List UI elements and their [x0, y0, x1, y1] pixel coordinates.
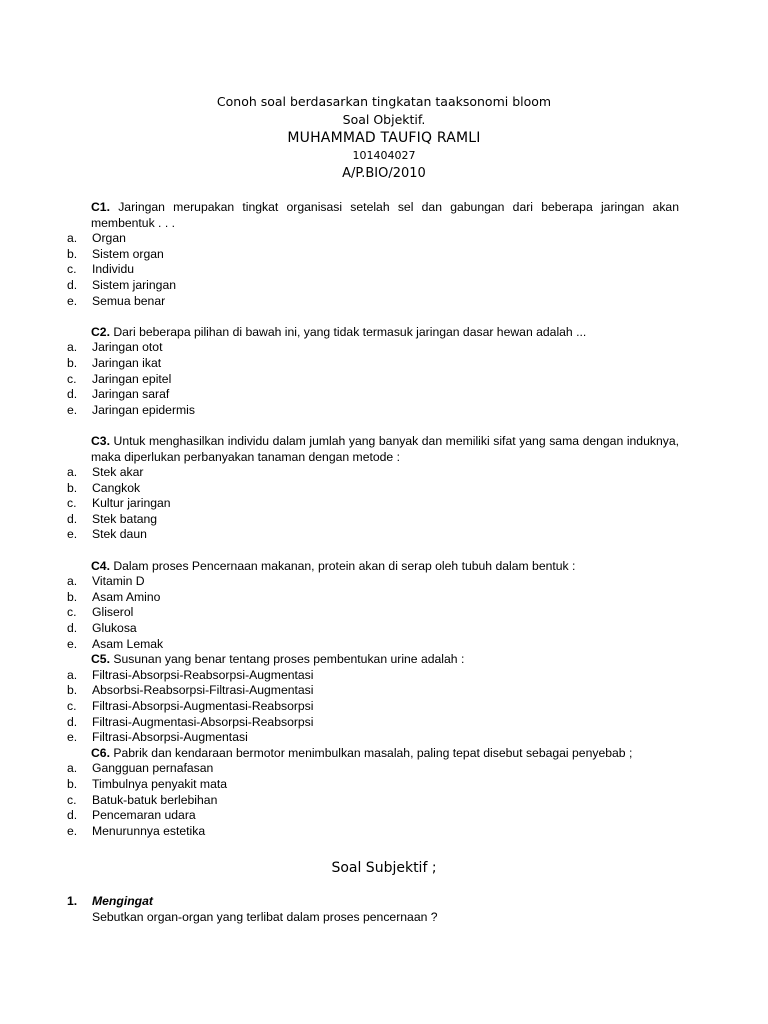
- option-letter: d.: [67, 621, 78, 636]
- option-row: [67, 262, 679, 278]
- option-row: [67, 605, 679, 621]
- question-code: C2.: [91, 324, 110, 339]
- option-text: Asam Amino: [92, 589, 161, 604]
- option-text: Filtrasi-Absorpsi-Augmentasi: [92, 730, 248, 745]
- question-text: Jaringan merupakan tingkat organisasi setelah sel dan gabungan dari beberapa jaringan akan membentuk . . .: [91, 200, 679, 230]
- option-letter: e.: [67, 823, 78, 838]
- option-letter: c.: [67, 371, 77, 386]
- option-letter: e.: [67, 636, 78, 651]
- question-code: C4.: [91, 558, 110, 573]
- option-text: Sistem jaringan: [92, 277, 176, 292]
- option-letter: b.: [67, 355, 78, 370]
- option-row: [67, 777, 679, 793]
- option-row: [67, 403, 679, 419]
- option-text: Jaringan ikat: [92, 355, 162, 370]
- option-letter: e.: [67, 730, 78, 745]
- student-id: 101404027: [352, 149, 416, 162]
- option-text: Cangkok: [92, 480, 141, 495]
- subjective-section-title: Soal Subjektif ;: [331, 860, 437, 876]
- option-text: Gliserol: [92, 605, 134, 620]
- option-letter: e.: [67, 293, 78, 308]
- option-letter: b.: [67, 589, 78, 604]
- option-letter: a.: [67, 231, 78, 246]
- option-row: [67, 683, 679, 699]
- option-row: [67, 278, 679, 294]
- question-c5: [67, 652, 679, 746]
- option-row: [67, 574, 679, 590]
- option-row: [67, 372, 679, 388]
- question-stem: [67, 325, 679, 341]
- option-row: [67, 496, 679, 512]
- option-row: [67, 668, 679, 684]
- option-text: Jaringan saraf: [92, 387, 170, 402]
- option-letter: b.: [67, 683, 78, 698]
- option-row: [67, 621, 679, 637]
- option-row: [67, 356, 679, 372]
- option-text: Jaringan otot: [92, 340, 163, 355]
- option-text: Vitamin D: [92, 574, 145, 589]
- document-header: [0, 93, 768, 183]
- subjective-item-text: Sebutkan organ-organ yang terlibat dalam proses pencernaan ?: [92, 909, 438, 924]
- option-text: Jaringan epidermis: [92, 402, 195, 417]
- option-text: Stek daun: [92, 527, 147, 542]
- option-letter: c.: [67, 496, 77, 511]
- question-stem: [67, 746, 679, 762]
- option-letter: a.: [67, 761, 78, 776]
- question-text: Dalam proses Pencernaan makanan, protein akan di serap oleh tubuh dalam bentuk :: [109, 558, 576, 573]
- question-c4: [67, 559, 679, 653]
- question-c6: [67, 746, 679, 840]
- option-letter: c.: [67, 262, 77, 277]
- option-letter: b.: [67, 246, 78, 261]
- option-row: [67, 637, 679, 653]
- option-letter: d.: [67, 277, 78, 292]
- option-row: [67, 715, 679, 731]
- class-code: A/P.BIO/2010: [342, 166, 426, 181]
- question-text: Susunan yang benar tentang proses pembentukan urine adalah :: [109, 652, 465, 667]
- option-text: Semua benar: [92, 293, 166, 308]
- option-row: [67, 481, 679, 497]
- question-text: Dari beberapa pilihan di bawah ini, yang tidak termasuk jaringan dasar hewan adalah ...: [109, 324, 587, 339]
- option-text: Individu: [92, 262, 135, 277]
- option-letter: a.: [67, 667, 78, 682]
- option-text: Batuk-batuk berlebihan: [92, 792, 218, 807]
- header-title: Conoh soal berdasarkan tingkatan taaksonomi bloom: [216, 94, 552, 109]
- option-text: Organ: [92, 231, 126, 246]
- question-stem: [67, 652, 679, 668]
- option-letter: b.: [67, 776, 78, 791]
- question-stem: [67, 434, 679, 465]
- question-c1: [67, 200, 679, 309]
- option-letter: a.: [67, 340, 78, 355]
- option-letter: a.: [67, 574, 78, 589]
- question-text: Untuk menghasilkan individu dalam jumlah yang banyak dan memiliki sifat yang sama dengan induknya, maka diperlukan perbanyakan tanaman dengan metode :: [91, 433, 679, 464]
- header-subtitle: Soal Objektif.: [342, 112, 426, 127]
- option-row: [67, 699, 679, 715]
- question-text: Pabrik dan kendaraan bermotor menimbulkan masalah, paling tepat disebut sebagai penyebab ;: [109, 745, 633, 760]
- option-letter: c.: [67, 605, 77, 620]
- option-text: Absorbsi-Reabsorpsi-Filtrasi-Augmentasi: [92, 683, 314, 698]
- option-text: Filtrasi-Absorpsi-Augmentasi-Reabsorpsi: [92, 699, 314, 713]
- option-letter: b.: [67, 480, 78, 495]
- option-letter: c.: [67, 792, 77, 807]
- option-text: Stek batang: [92, 511, 158, 526]
- option-row: [67, 808, 679, 824]
- question-c3: [67, 434, 679, 543]
- subjective-item-heading: [67, 894, 679, 910]
- option-text: Timbulnya penyakit mata: [92, 776, 228, 791]
- option-letter: c.: [67, 699, 77, 713]
- option-letter: d.: [67, 714, 78, 729]
- spacer: [67, 309, 679, 325]
- subjective-item-title: Mengingat: [92, 894, 153, 908]
- option-row: [67, 590, 679, 606]
- option-row: [67, 761, 679, 777]
- option-text: Gangguan pernafasan: [92, 761, 214, 776]
- option-row: [67, 231, 679, 247]
- option-letter: d.: [67, 808, 78, 823]
- author-name: MUHAMMAD TAUFIQ RAMLI: [287, 130, 481, 146]
- option-letter: d.: [67, 511, 78, 526]
- question-stem: [67, 200, 679, 231]
- option-text: Stek akar: [92, 465, 144, 480]
- option-row: [67, 340, 679, 356]
- option-row: [67, 465, 679, 481]
- option-letter: e.: [67, 527, 78, 542]
- subjective-questions: [67, 894, 679, 925]
- option-text: Sistem organ: [92, 246, 164, 261]
- option-text: Jaringan epitel: [92, 371, 172, 386]
- question-c2: [67, 325, 679, 419]
- option-letter: a.: [67, 465, 78, 480]
- option-letter: d.: [67, 387, 78, 402]
- option-text: Filtrasi-Absorpsi-Reabsorpsi-Augmentasi: [92, 667, 314, 682]
- question-code: C3.: [91, 433, 110, 448]
- option-row: [67, 793, 679, 809]
- question-code: C6.: [91, 745, 110, 760]
- option-text: Glukosa: [92, 621, 137, 636]
- option-row: [67, 247, 679, 263]
- option-row: [67, 730, 679, 746]
- option-row: [67, 294, 679, 310]
- option-text: Filtrasi-Augmentasi-Absorpsi-Reabsorpsi: [92, 714, 314, 729]
- option-text: Kultur jaringan: [92, 496, 171, 511]
- option-row: [67, 512, 679, 528]
- question-code: C1.: [91, 200, 110, 214]
- option-row: [67, 387, 679, 403]
- option-letter: e.: [67, 402, 78, 417]
- question-code: C5.: [91, 652, 110, 667]
- objective-questions: [67, 200, 679, 839]
- question-stem: [67, 559, 679, 575]
- option-text: Pencemaran udara: [92, 808, 196, 823]
- spacer: [67, 418, 679, 434]
- option-row: [67, 527, 679, 543]
- option-text: Asam Lemak: [92, 636, 164, 651]
- option-row: [67, 824, 679, 840]
- subjective-item-number: 1.: [67, 894, 78, 908]
- spacer: [67, 543, 679, 559]
- option-text: Menurunnya estetika: [92, 823, 206, 838]
